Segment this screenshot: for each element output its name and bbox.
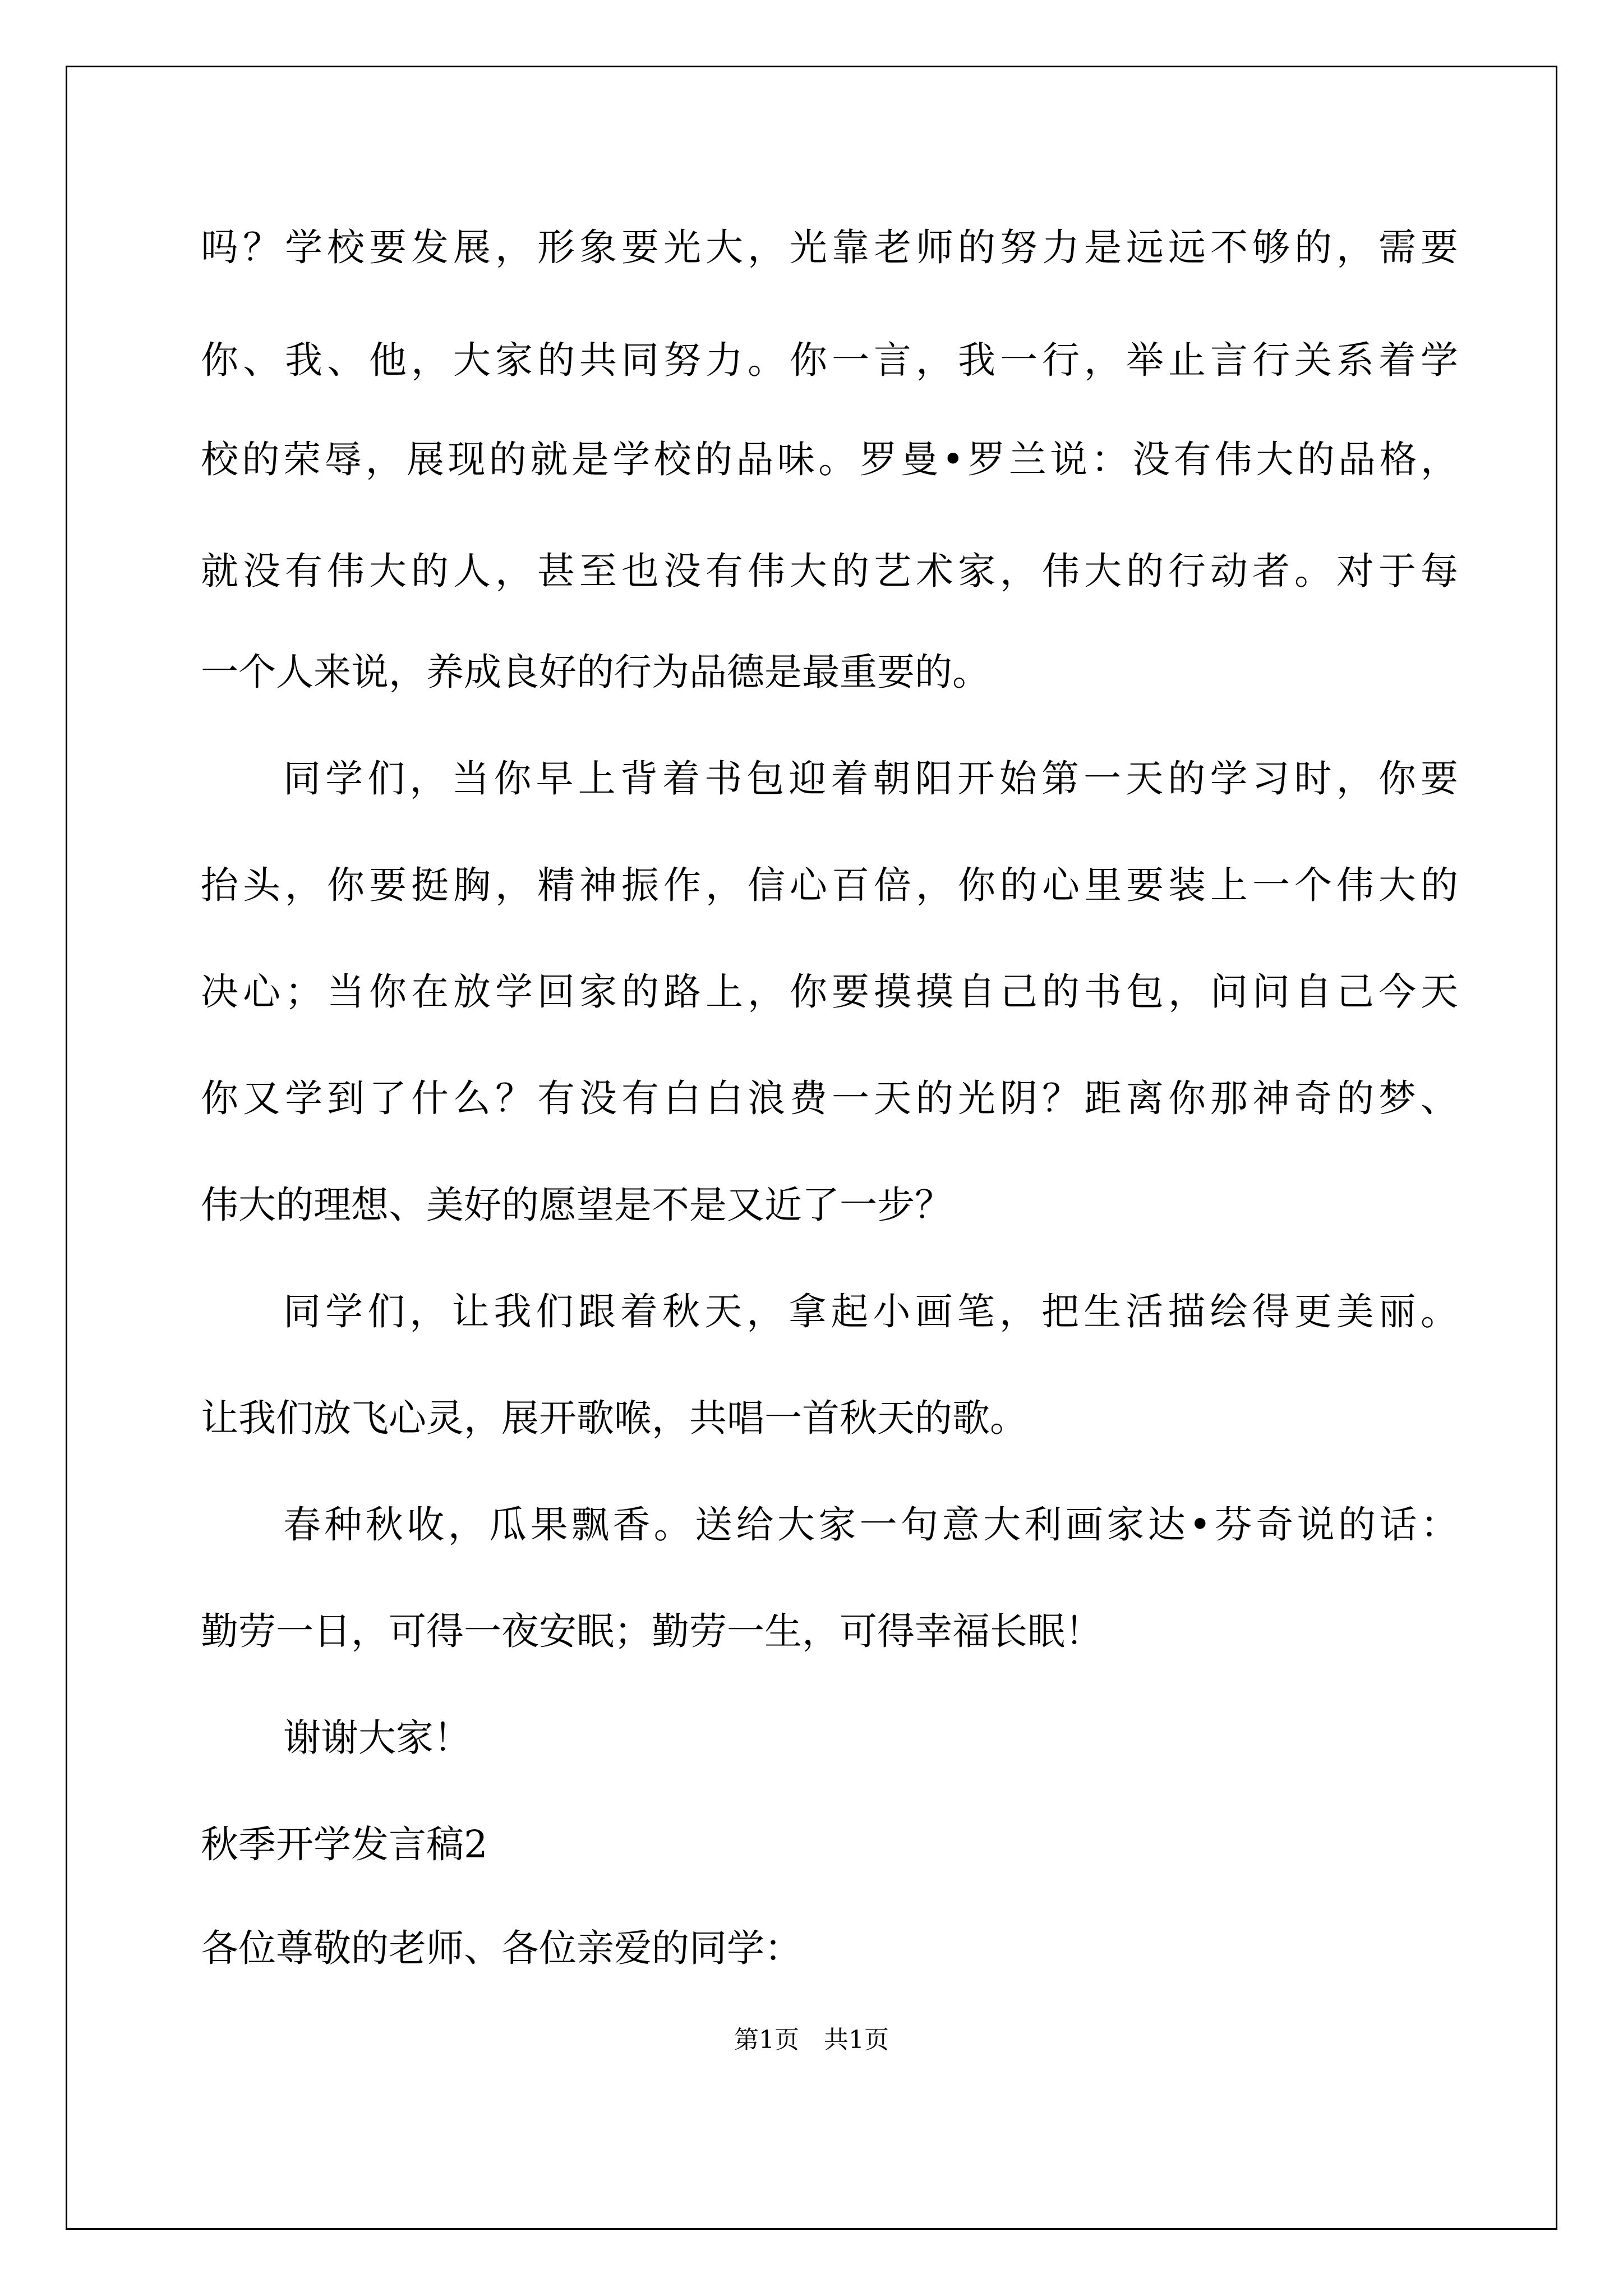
paragraph-2-line-2: 抬头，你要挺胸，精神振作，信心百倍，你的心里要装上一个伟大的 xyxy=(201,863,1458,907)
closing-thanks: 谢谢大家！ xyxy=(283,1716,471,1760)
paragraph-2-line-4: 你又学到了什么？有没有白白浪费一天的光阴？距离你那神奇的梦、 xyxy=(201,1076,1458,1120)
paragraph-4-line-2: 勤劳一日，可得一夜安眠；勤劳一生，可得幸福长眠！ xyxy=(201,1609,1103,1653)
paragraph-2-line-3: 决心；当你在放学回家的路上，你要摸摸自己的书包，问问自己今天 xyxy=(201,970,1458,1014)
page-number-footer: 第1页 共1页 xyxy=(734,2026,889,2054)
paragraph-1-line-1: 吗？学校要发展，形象要光大，光靠老师的努力是远远不够的，需要 xyxy=(201,226,1458,269)
salutation: 各位尊敬的老师、各位亲爱的同学： xyxy=(201,1926,802,1970)
paragraph-2-line-1: 同学们，当你早上背着书包迎着朝阳开始第一天的学习时，你要 xyxy=(283,757,1458,800)
paragraph-1-line-2: 你、我、他，大家的共同努力。你一言，我一行，举止言行关系着学 xyxy=(201,338,1458,382)
paragraph-2-line-5: 伟大的理想、美好的愿望是不是又近了一步？ xyxy=(201,1183,952,1227)
section-heading: 秋季开学发言稿2 xyxy=(201,1823,488,1866)
paragraph-1-line-4: 就没有伟大的人，甚至也没有伟大的艺术家，伟大的行动者。对于每 xyxy=(201,549,1458,593)
paragraph-3-line-1: 同学们，让我们跟着秋天，拿起小画笔，把生活描绘得更美丽。 xyxy=(283,1290,1458,1333)
page-border xyxy=(66,66,1557,2230)
paragraph-1-line-5: 一个人来说，养成良好的行为品德是最重要的。 xyxy=(201,650,990,694)
paragraph-3-line-2: 让我们放飞心灵，展开歌喉，共唱一首秋天的歌。 xyxy=(201,1396,1027,1440)
paragraph-1-line-3: 校的荣辱，展现的就是学校的品味。罗曼•罗兰说：没有伟大的品格， xyxy=(201,438,1458,481)
paragraph-4-line-1: 春种秋收，瓜果飘香。送给大家一句意大利画家达•芬奇说的话： xyxy=(283,1503,1458,1547)
